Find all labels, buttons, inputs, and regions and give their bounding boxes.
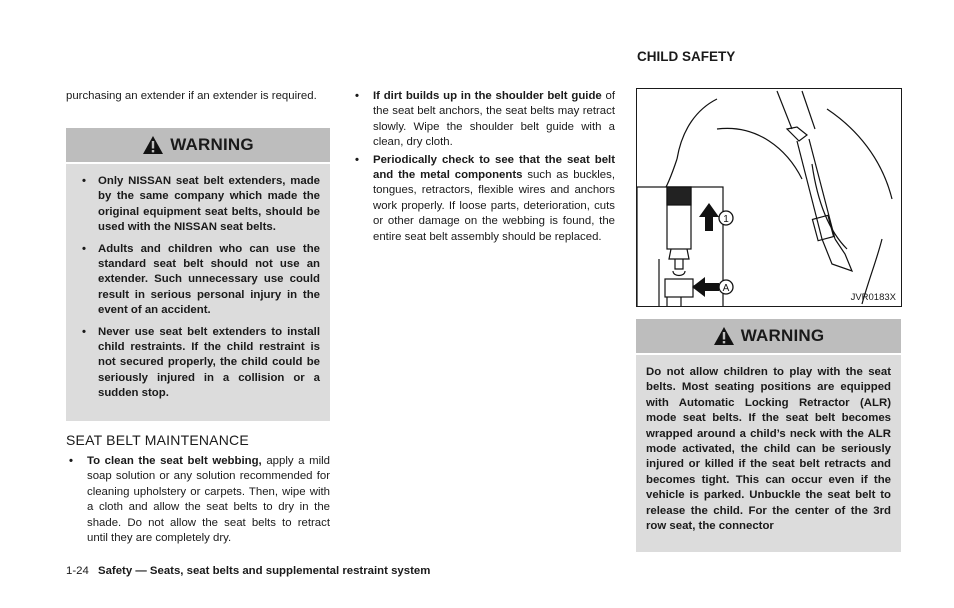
warning-body [66,164,330,414]
middle-column [352,89,615,247]
warning-header [66,128,330,164]
list-item-lead: Periodically check to see that the seat belt and the metal components [373,153,615,182]
warning-item: • Never use seat belt extenders to install child restraints. If the child restraint is not secured properly, the child could be seriously injured in a collision or a sudden stop. [76,325,320,402]
warning-body: Do not allow children to play with the seat belts. Most seating positions are equipped with Automatic Locking Retractor (ALR) mode seat belts. If the seat belt becomes wrapped around a child’s neck with the ALR mode activated, the child can be seriously injured or killed if the seat belt retracts and becomes tight. This can occur even if the vehicle is parked. Unbuckle the seat belt to release the child. For the center of the 3rd row seat, the connector [646,366,891,533]
warning-triangle-icon [142,135,164,155]
figure-code: JVR0183X [850,292,896,303]
maintenance-section [66,432,330,548]
section-title: SEAT BELT MAINTENANCE [66,432,249,448]
seat-belt-drawing [637,89,901,306]
seat-belt-illustration [636,88,902,307]
list-item [66,454,330,546]
intro-text: purchasing an extender if an extender is required. [66,90,317,102]
warning-title: WARNING [170,135,254,154]
list-item-text: such as buckles, tongues, retractors, flexible wires and anchors work properly. If loose parts, deterioration, cuts or other damage on the webbing is found, the entire seat belt assembly should be replaced. [373,169,615,243]
list-item-text: apply a mild soap solution or any solution recommended for cleaning upholstery or carpets. Then, wipe with a cloth and allow the seat belts to dry in the shade. Do not allow the seat belts to retract until they are completely dry. [87,455,330,545]
list-item [352,153,615,245]
marker-a-label: A [722,283,730,294]
list-item-lead: If dirt builds up in the shoulder belt guide [373,90,602,102]
list-item-lead: To clean the seat belt webbing, [87,455,262,467]
page-footer [66,565,430,577]
warning-title: WARNING [740,326,825,345]
footer-section-title: Safety — Seats, seat belts and supplemental restraint system [97,565,431,577]
page-heading: CHILD SAFETY [637,49,736,64]
warning-box-left [66,128,330,421]
warning-item: • Only NISSAN seat belt extenders, made by the same company which made the original equipment seat belts, should be used with the NISSAN seat belts. [76,174,320,236]
left-column [66,89,330,104]
marker-1-label: 1 [723,214,729,225]
list-item-text: of the seat belt anchors, the seat belts may retract slowly. Wipe the shoulder belt guide with a clean, dry cloth. [373,90,615,149]
warning-box-right [636,319,901,552]
warning-triangle-icon [713,326,735,346]
warning-header [636,319,901,355]
list-item [352,89,615,151]
warning-item: • Adults and children who can use the standard seat belt should not use an extender. Such unnecessary use could result in serious personal injury in the event of an accident. [76,242,320,319]
page-number: 1-24 [66,565,89,577]
